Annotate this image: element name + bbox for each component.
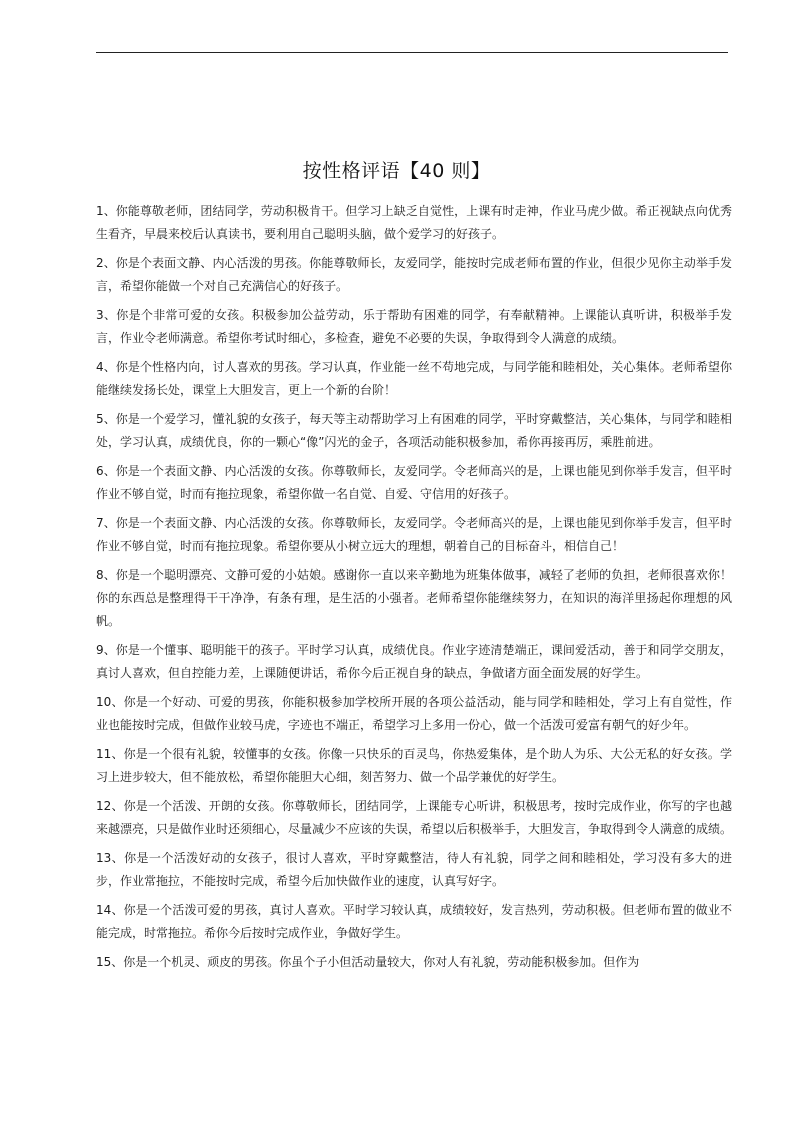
- comment-item-3: 3、你是个非常可爱的女孩。积极参加公益劳动，乐于帮助有困难的同学，有奉献精神。上课能认真听讲，积极举手发言，作业令老师满意。希望你考试时细心，多检查，避免不必要的失误，争取得到令人满意的成绩。: [96, 308, 732, 345]
- document-title: 按性格评语【40 则】: [302, 160, 491, 182]
- comment-item-4: 4、你是个性格内向，讨人喜欢的男孩。学习认真，作业能一丝不苟地完成，与同学能和睦相处，关心集体。老师希望你能继续发扬长处，课堂上大胆发言，更上一个新的台阶！: [96, 360, 732, 397]
- comment-item-7: 7、你是一个表面文静、内心活泼的女孩。你尊敬师长，友爱同学。令老师高兴的是，上课也能见到你举手发言，但平时作业不够自觉，时而有拖拉现象。希望你要从小树立远大的理想，朝着自己的目标奋斗，相信自己！: [96, 516, 732, 553]
- comment-item-14: 14、你是一个活泼可爱的男孩，真讨人喜欢。平时学习较认真，成绩较好，发言热列，劳动积极。但老师布置的做业不能完成，时常拖拉。希你今后按时完成作业，争做好学生。: [96, 903, 732, 940]
- comment-item-9: 9、你是一个懂事、聪明能干的孩子。平时学习认真，成绩优良。作业字迹清楚端正，课间爱活动，善于和同学交朋友，真讨人喜欢，但自控能力差，上课随便讲话，希你今后正视自身的缺点，争做诸方面全面发展的好学生。: [96, 643, 732, 680]
- comment-item-11: 11、你是一个很有礼貌，较懂事的女孩。你像一只快乐的百灵鸟，你热爱集体，是个助人为乐、大公无私的好女孩。学习上进步较大，但不能放松，希望你能胆大心细，刻苦努力、做一个品学兼优的好学生。: [96, 747, 732, 784]
- comment-item-10: 10、你是一个好动、可爱的男孩，你能积极参加学校所开展的各项公益活动，能与同学和睦相处，学习上有自觉性，作业也能按时完成，但做作业较马虎，字迹也不端正，希望学习上多用一份心，做一个活泼可爱富有朝气的好少年。: [96, 695, 732, 732]
- header-rule: [96, 52, 728, 53]
- comment-item-1: 1、你能尊敬老师，团结同学，劳动积极肯干。但学习上缺乏自觉性，上课有时走神，作业马虎少做。希正视缺点向优秀生看齐，早晨来校后认真读书，要利用自己聪明头脑，做个爱学习的好孩子。: [96, 204, 732, 241]
- comment-item-15: 15、你是一个机灵、顽皮的男孩。你虽个子小但活动量较大，你对人有礼貌，劳动能积极参加。但作为: [96, 955, 640, 969]
- comment-item-6: 6、你是一个表面文静、内心活泼的女孩。你尊敬师长，友爱同学。令老师高兴的是，上课也能见到你举手发言，但平时作业不够自觉，时而有拖拉现象，希望你做一名自觉、自爱、守信用的好孩子。: [96, 464, 732, 501]
- document-body: [96, 200, 732, 980]
- comment-item-12: 12、你是一个活泼、开朗的女孩。你尊敬师长，团结同学，上课能专心听讲，积极思考，按时完成作业，你写的字也越来越漂亮，只是做作业时还须细心，尽量减少不应该的失误，希望以后积极举手，大胆发言，争取得到令人满意的成绩。: [96, 799, 733, 836]
- comment-item-8: 8、你是一个聪明漂亮、文静可爱的小姑娘。感谢你一直以来辛勤地为班集体做事，减轻了老师的负担，老师很喜欢你！你的东西总是整理得干干净净，有条有理，是生活的小强者。老师希望你能继续努力，在知识的海洋里扬起你理想的风帆。: [96, 568, 732, 628]
- comment-item-13: 13、你是一个活泼好动的女孩子，很讨人喜欢，平时穿戴整洁，待人有礼貌，同学之间和睦相处，学习没有多大的进步，作业常拖拉，不能按时完成，希望今后加快做作业的速度，认真写好字。: [96, 851, 732, 888]
- comment-item-5: 5、你是一个爱学习，懂礼貌的女孩子，每天等主动帮助学习上有困难的同学，平时穿戴整洁，关心集体，与同学和睦相处，学习认真，成绩优良，你的一颗心“像”闪光的金子，各项活动能积极参加，希你再接再厉，乘胜前进。: [96, 412, 732, 449]
- comment-item-2: 2、你是个表面文静、内心活泼的男孩。你能尊敬师长，友爱同学，能按时完成老师布置的作业，但很少见你主动举手发言，希望你能做一个对自己充满信心的好孩子。: [96, 256, 732, 293]
